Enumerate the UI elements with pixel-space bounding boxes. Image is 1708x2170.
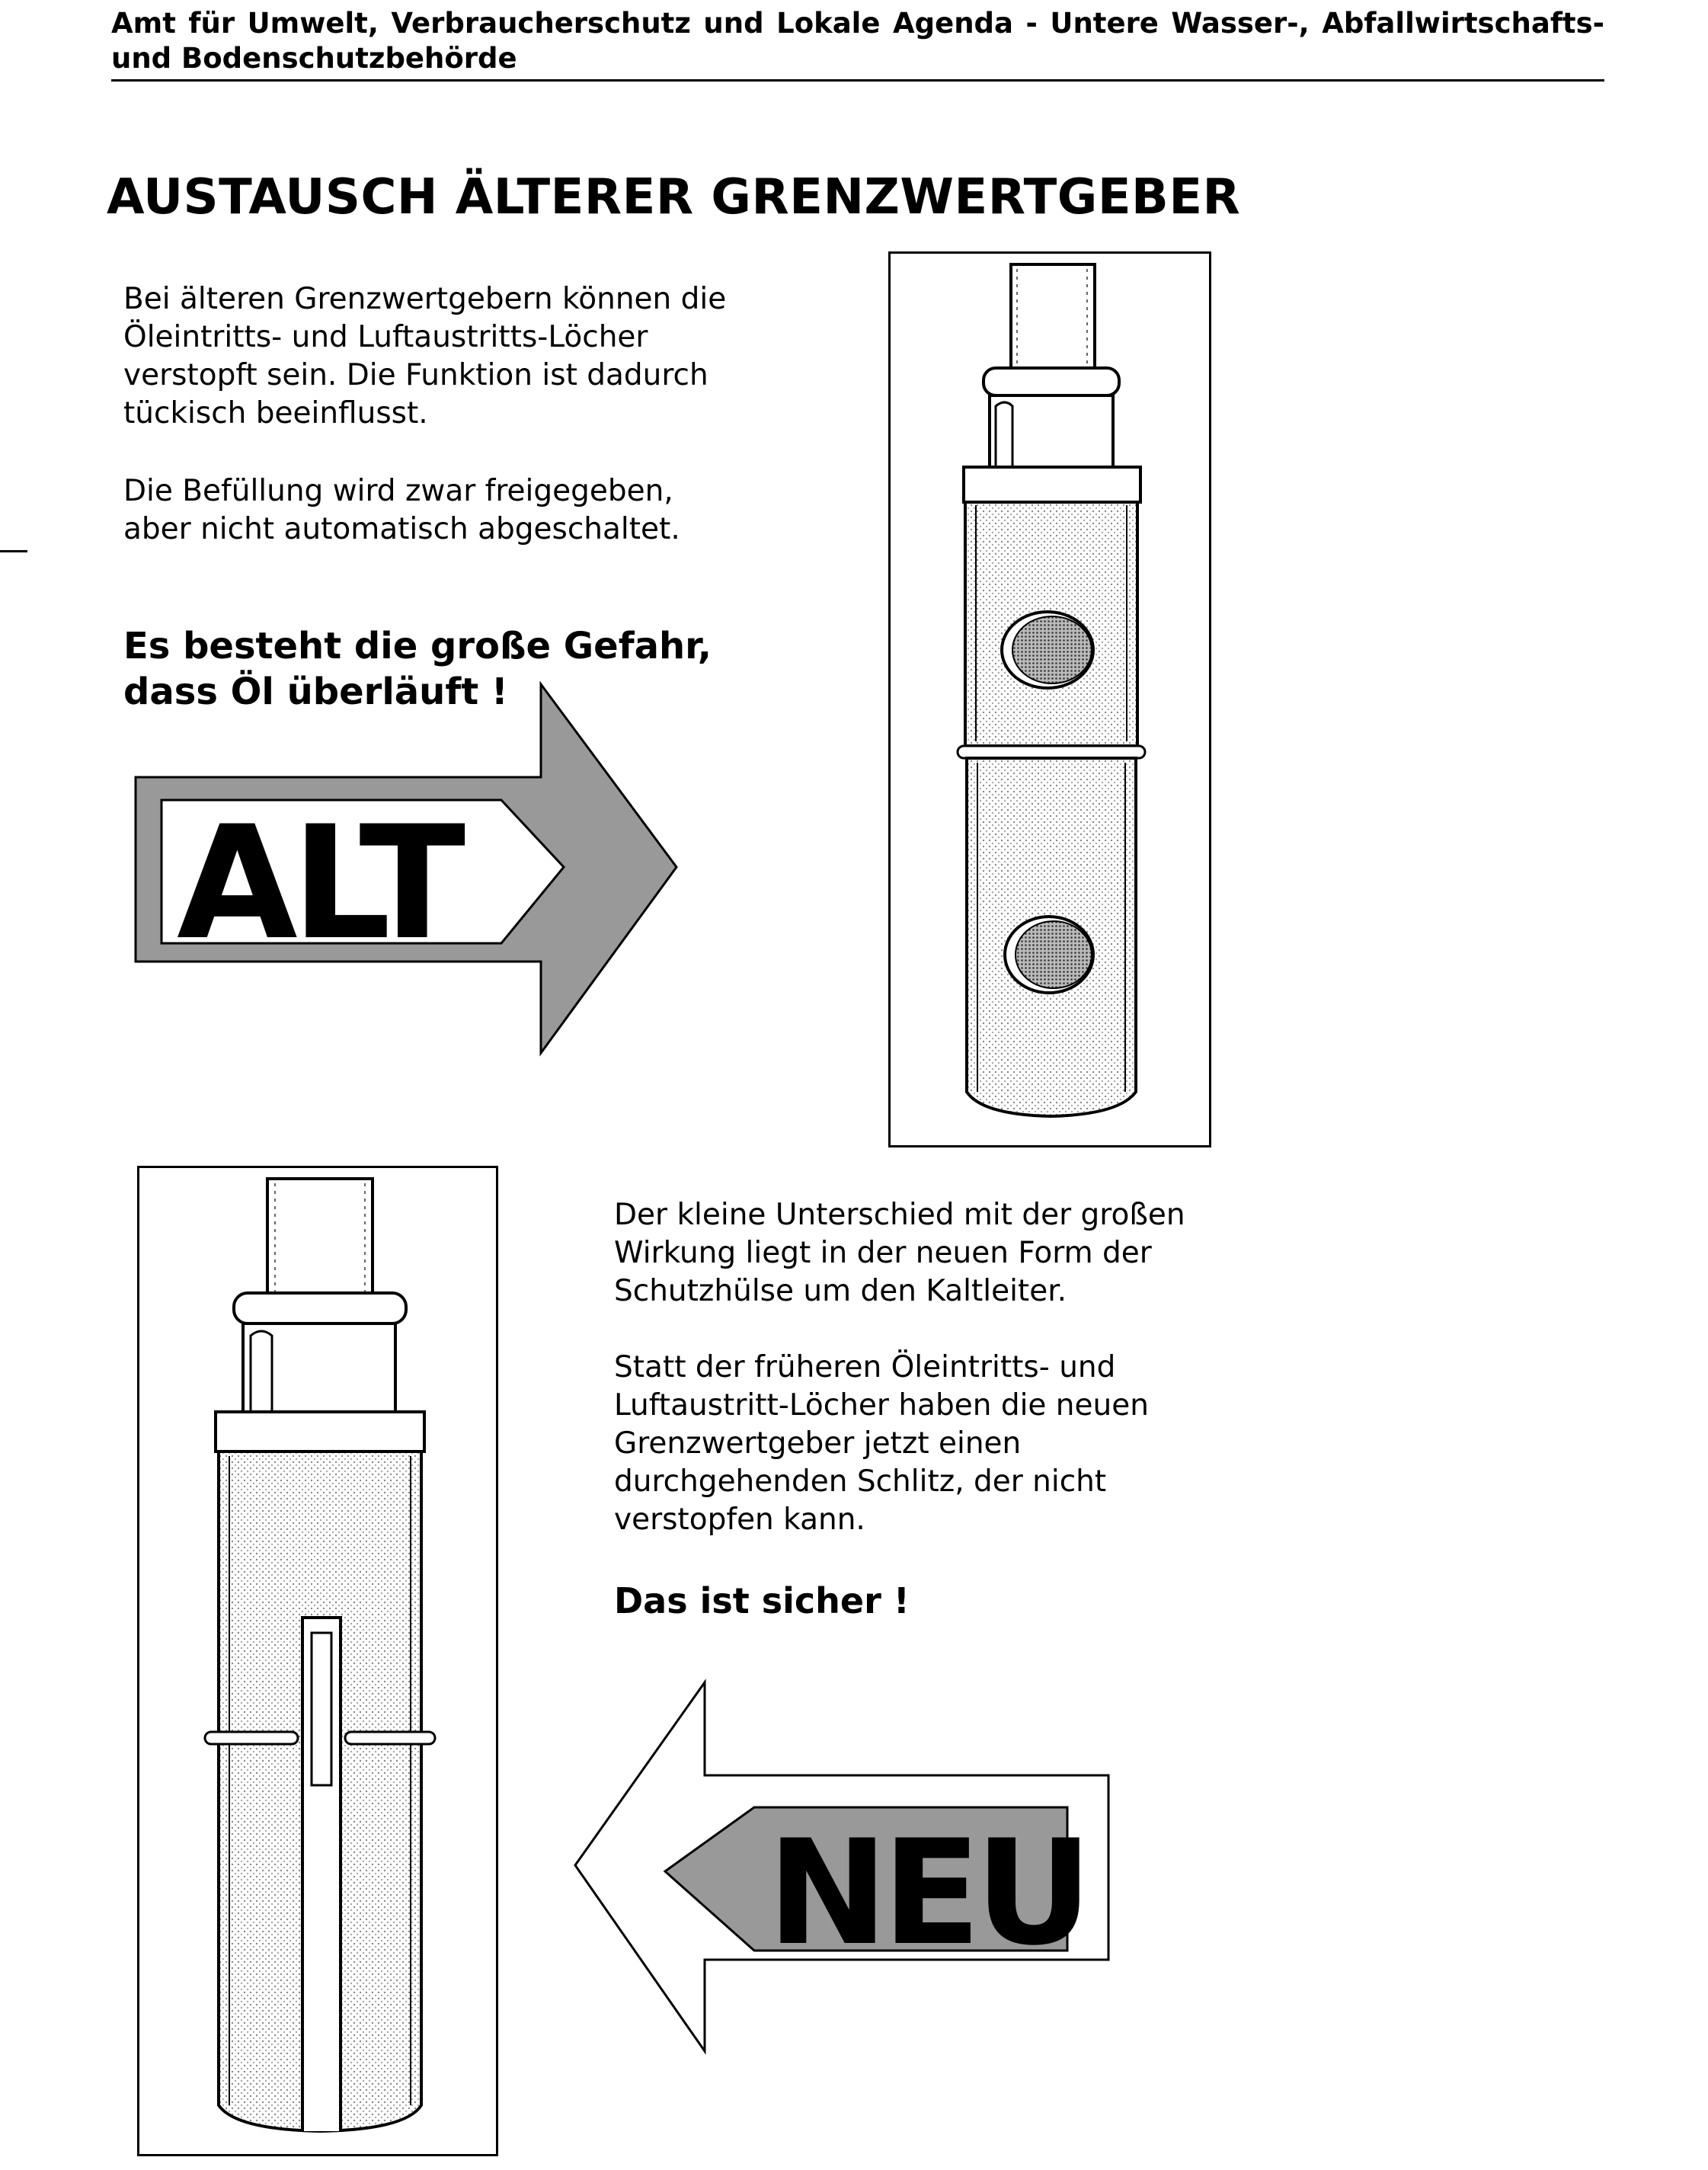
old-sensor-frame [888,251,1211,1147]
overflow-warning: Es besteht die große Gefahr, dass Öl überläuft ! [123,625,712,713]
page-title: AUSTAUSCH ÄLTERER GRENZWERTGEBER [107,169,1241,226]
safety-conclusion: Das ist sicher ! [614,1580,910,1621]
alt-label: ALT [177,793,460,975]
agency-header: Amt für Umwelt, Verbraucherschutz und Lokale Agenda - Untere Wasser-, Abfallwirtschafts- und Bodenschutzbehörde [111,6,1604,82]
alt-arrow [130,678,686,1074]
old-note-text: Die Befüllung wird zwar freigegeben, aber nicht automatisch abgeschaltet. [123,474,680,546]
neu-arrow [568,1676,1116,2072]
neu-label: NEU [767,1809,1087,1977]
old-intro-text: Bei älteren Grenzwertgebern können die Öleintritts- und Luftaustritts-Löcher verstopft sein. Die Funktion ist dadurch tückisch beeinflusst. [123,282,727,430]
new-sensor-illustration [139,1168,496,2154]
new-intro-text: Der kleine Unterschied mit der großen Wirkung liegt in der neuen Form der Schutzhülse um den Kaltleiter. [614,1198,1185,1308]
new-sensor-frame [137,1166,498,2156]
new-details-text: Statt der früheren Öleintritts- und Luftaustritt-Löcher haben die neuen Grenzwertgeber jetzt einen durchgehenden Schlitz, der nicht verstopfen kann. [614,1350,1149,1537]
old-sensor-illustration [891,254,1209,1145]
margin-mark [0,550,27,552]
